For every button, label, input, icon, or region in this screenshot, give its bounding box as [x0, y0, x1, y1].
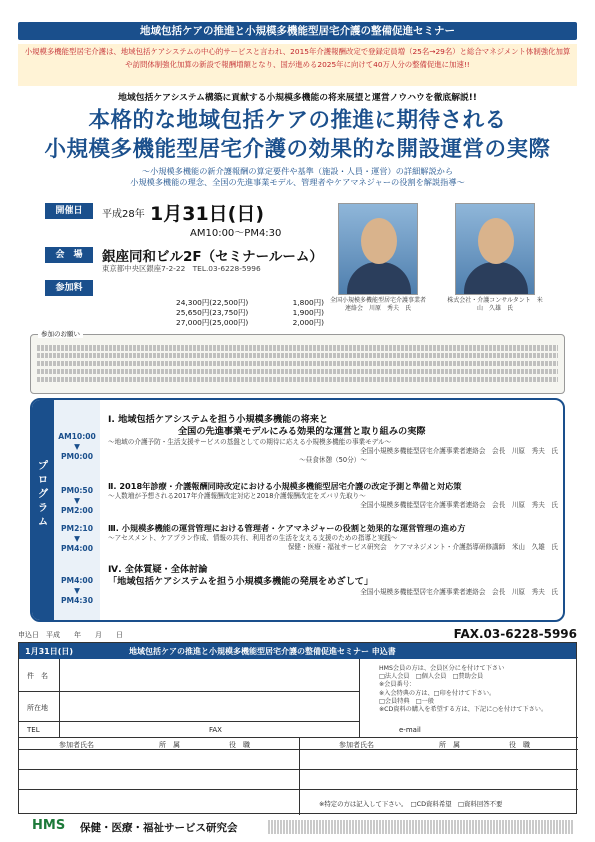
organizer-address	[268, 820, 573, 834]
form-title: 地域包括ケアの推進と小規模多機能型居宅介護の整備促進セミナー 申込書	[129, 647, 396, 656]
seminar-band: 地域包括ケアの推進と小規模多機能型居宅介護の整備促進セミナー	[18, 22, 577, 40]
speaker-caption-2: 株式会社・介護コンサルタント 米山 久雄 氏	[447, 297, 543, 312]
time-slot-4: PM4:00 ▼ PM4:30	[60, 576, 93, 605]
speaker-photo-2	[455, 203, 535, 295]
venue: 銀座同和ビル2F（セミナールーム）	[102, 249, 323, 265]
time-slot-3: PM2:10 ▼ PM4:00	[60, 524, 93, 553]
session-title-2: 全国の先進事業モデルにみる効果的な運営と取り組みの実際	[178, 426, 426, 437]
footer	[18, 818, 577, 838]
session-title: Ⅳ. 全体質疑・全体討論	[108, 564, 208, 575]
fee-label: 参加料	[45, 280, 93, 296]
col-title-2: 役 職	[509, 741, 530, 749]
fee-row	[102, 308, 324, 318]
program-box	[30, 398, 565, 622]
fee-price: 25,650円(23,750円)	[176, 308, 249, 317]
notice-title: 参加のお願い	[38, 329, 83, 338]
subtitle-line-1: ～小規模多機能の新介護報酬の算定要件や基準（施設・人員・運営）の詳細解説から	[141, 166, 454, 176]
intro-text: 小規模多機能型居宅介護は、地域包括ケアシステムの中心的サービスと言われ、2015年介護報酬改定で登録定員増（25名→29名）と総合マネジメント体制強化加算や訪問体制強化加算の新設で報酬増額となり、国が進める2025年に向けて40万人分の整備促進に加速!!	[18, 44, 577, 86]
session-sub: ～地域の介護予防・生活支援サービスの基盤としての期待に応える小規模多機能の事業モデル～	[108, 438, 392, 446]
session-speaker: 全国小規模多機能型居宅介護事業者連絡会 会長 川原 秀夫 氏	[360, 447, 558, 455]
col-participant-2: 参加者氏名	[339, 741, 374, 749]
col-dept-2: 所 属	[439, 741, 460, 749]
session-sub: ～アセスメント、ケアプラン作成、情報の共有、利用者の生活を支える支援のための指導と実践～	[108, 534, 398, 542]
application-date: 申込日 平成 年 月 日	[18, 631, 123, 639]
session-3	[108, 522, 558, 552]
fee-price: 24,300円(22,500円)	[176, 298, 249, 307]
session-2	[108, 480, 558, 510]
event-time: AM10:00～PM4:30	[190, 228, 282, 239]
field-address[interactable]: 所在地	[27, 704, 48, 712]
date-label: 開催日	[45, 203, 93, 219]
form-note: ※特定の方は記入して下さい。 □CD資料希望 □資料回答不要	[319, 800, 503, 808]
program-tab-label: プログラム	[38, 461, 48, 528]
program-tab	[32, 400, 54, 620]
fee-row	[102, 298, 324, 308]
field-company[interactable]: 件 名	[27, 672, 48, 680]
venue-address: 東京都中央区銀座7-2-22 TEL.03-6228-5996	[102, 264, 261, 273]
form-date: 1月31日(日)	[25, 647, 74, 656]
time-slot-1: AM10:00 ▼ PM0:00	[58, 432, 96, 461]
form-header	[19, 643, 576, 659]
time-slot-2: PM0:50 ▼ PM2:00	[60, 486, 93, 515]
fee-table	[102, 298, 324, 328]
main-title-line-1: 本格的な地域包括ケアの推進に期待される	[88, 108, 507, 133]
col-participant: 参加者氏名	[59, 741, 94, 749]
session-title-2: 「地域包括ケアシステムを担う小規模多機能の発展をめざして」	[108, 576, 374, 587]
speaker-caption-1: 全国小規模多機能型居宅介護事業者連絡会 川原 秀夫 氏	[329, 297, 426, 312]
fee-price: 27,000円(25,000円)	[176, 318, 249, 327]
subtitle	[18, 166, 577, 188]
fax-row	[18, 627, 577, 641]
field-fax[interactable]: FAX	[209, 726, 222, 734]
fee-extra: 1,800円)	[292, 298, 324, 307]
member-options[interactable]: HMS会員の方は、会員区分にを付けて下さい □法人会員 □個人会員 □賛助会員 ※会員番号： ※入会特典の方は、□印を付けて下さい。 □会員特典 □一般 ※CD資料の購入を希望する方は、下記に○を付けて下さい。	[379, 665, 548, 714]
main-title-line-2: 小規模多機能型居宅介護の効果的な開設運営の実際	[44, 137, 551, 162]
session-title: Ⅲ. 小規模多機能の運営管理における管理者・ケアマネジャーの役割と効果的な運営管理の進め方	[108, 523, 466, 533]
field-tel[interactable]: TEL	[27, 726, 40, 734]
col-title: 役 職	[229, 741, 250, 749]
col-dept: 所 属	[159, 741, 180, 749]
session-speaker: 全国小規模多機能型居宅介護事業者連絡会 会長 川原 秀夫 氏	[360, 588, 558, 596]
application-form	[18, 642, 577, 814]
session-title: Ⅰ. 地域包括ケアシステムを担う小規模多機能の将来と	[108, 414, 329, 425]
session-1	[108, 414, 558, 465]
speaker-photo-1	[338, 203, 418, 295]
kicker: 地域包括ケアシステム構築に貢献する小規模多機能の将来展望と運営ノウハウを徹底解説!!	[118, 93, 477, 103]
session-4	[108, 564, 558, 597]
fee-extra: 2,000円)	[292, 318, 324, 327]
date-era: 平成28年	[102, 209, 145, 220]
program-times	[54, 400, 100, 620]
session-title: Ⅱ. 2018年診療・介護報酬同時改定における小規模多機能型居宅介護の改定予測と準備と対応策	[108, 481, 462, 491]
fee-row	[102, 318, 324, 328]
session-speaker: 保健・医療・福祉サービス研究会 ケアマネジメント・介護指導研修講師 米山 久雄 氏	[287, 543, 558, 551]
fee-extra: 1,900円)	[292, 308, 324, 317]
hms-logo: HMS	[32, 818, 66, 833]
fax-number: FAX.03-6228-5996	[453, 627, 577, 641]
field-email[interactable]: e-mail	[399, 726, 421, 734]
lunch-break: ～昼食休憩（50分）～	[299, 456, 367, 464]
session-speaker: 全国小規模多機能型居宅介護事業者連絡会 会長 川原 秀夫 氏	[360, 501, 558, 509]
subtitle-line-2: 小規模多機能の理念、全国の先進事業モデル、管理者やケアマネジャーの役割を解説指導～	[130, 177, 465, 187]
event-date: 1月31日(日)	[150, 203, 265, 225]
venue-label: 会 場	[45, 247, 93, 263]
organizer-name: 保健・医療・福祉サービス研究会	[80, 822, 238, 834]
notice-box	[30, 334, 565, 394]
session-sub: ～人数増が予想される2017年介護報酬改定対応と2018介護報酬改定をズバリ先取り～	[108, 492, 366, 500]
